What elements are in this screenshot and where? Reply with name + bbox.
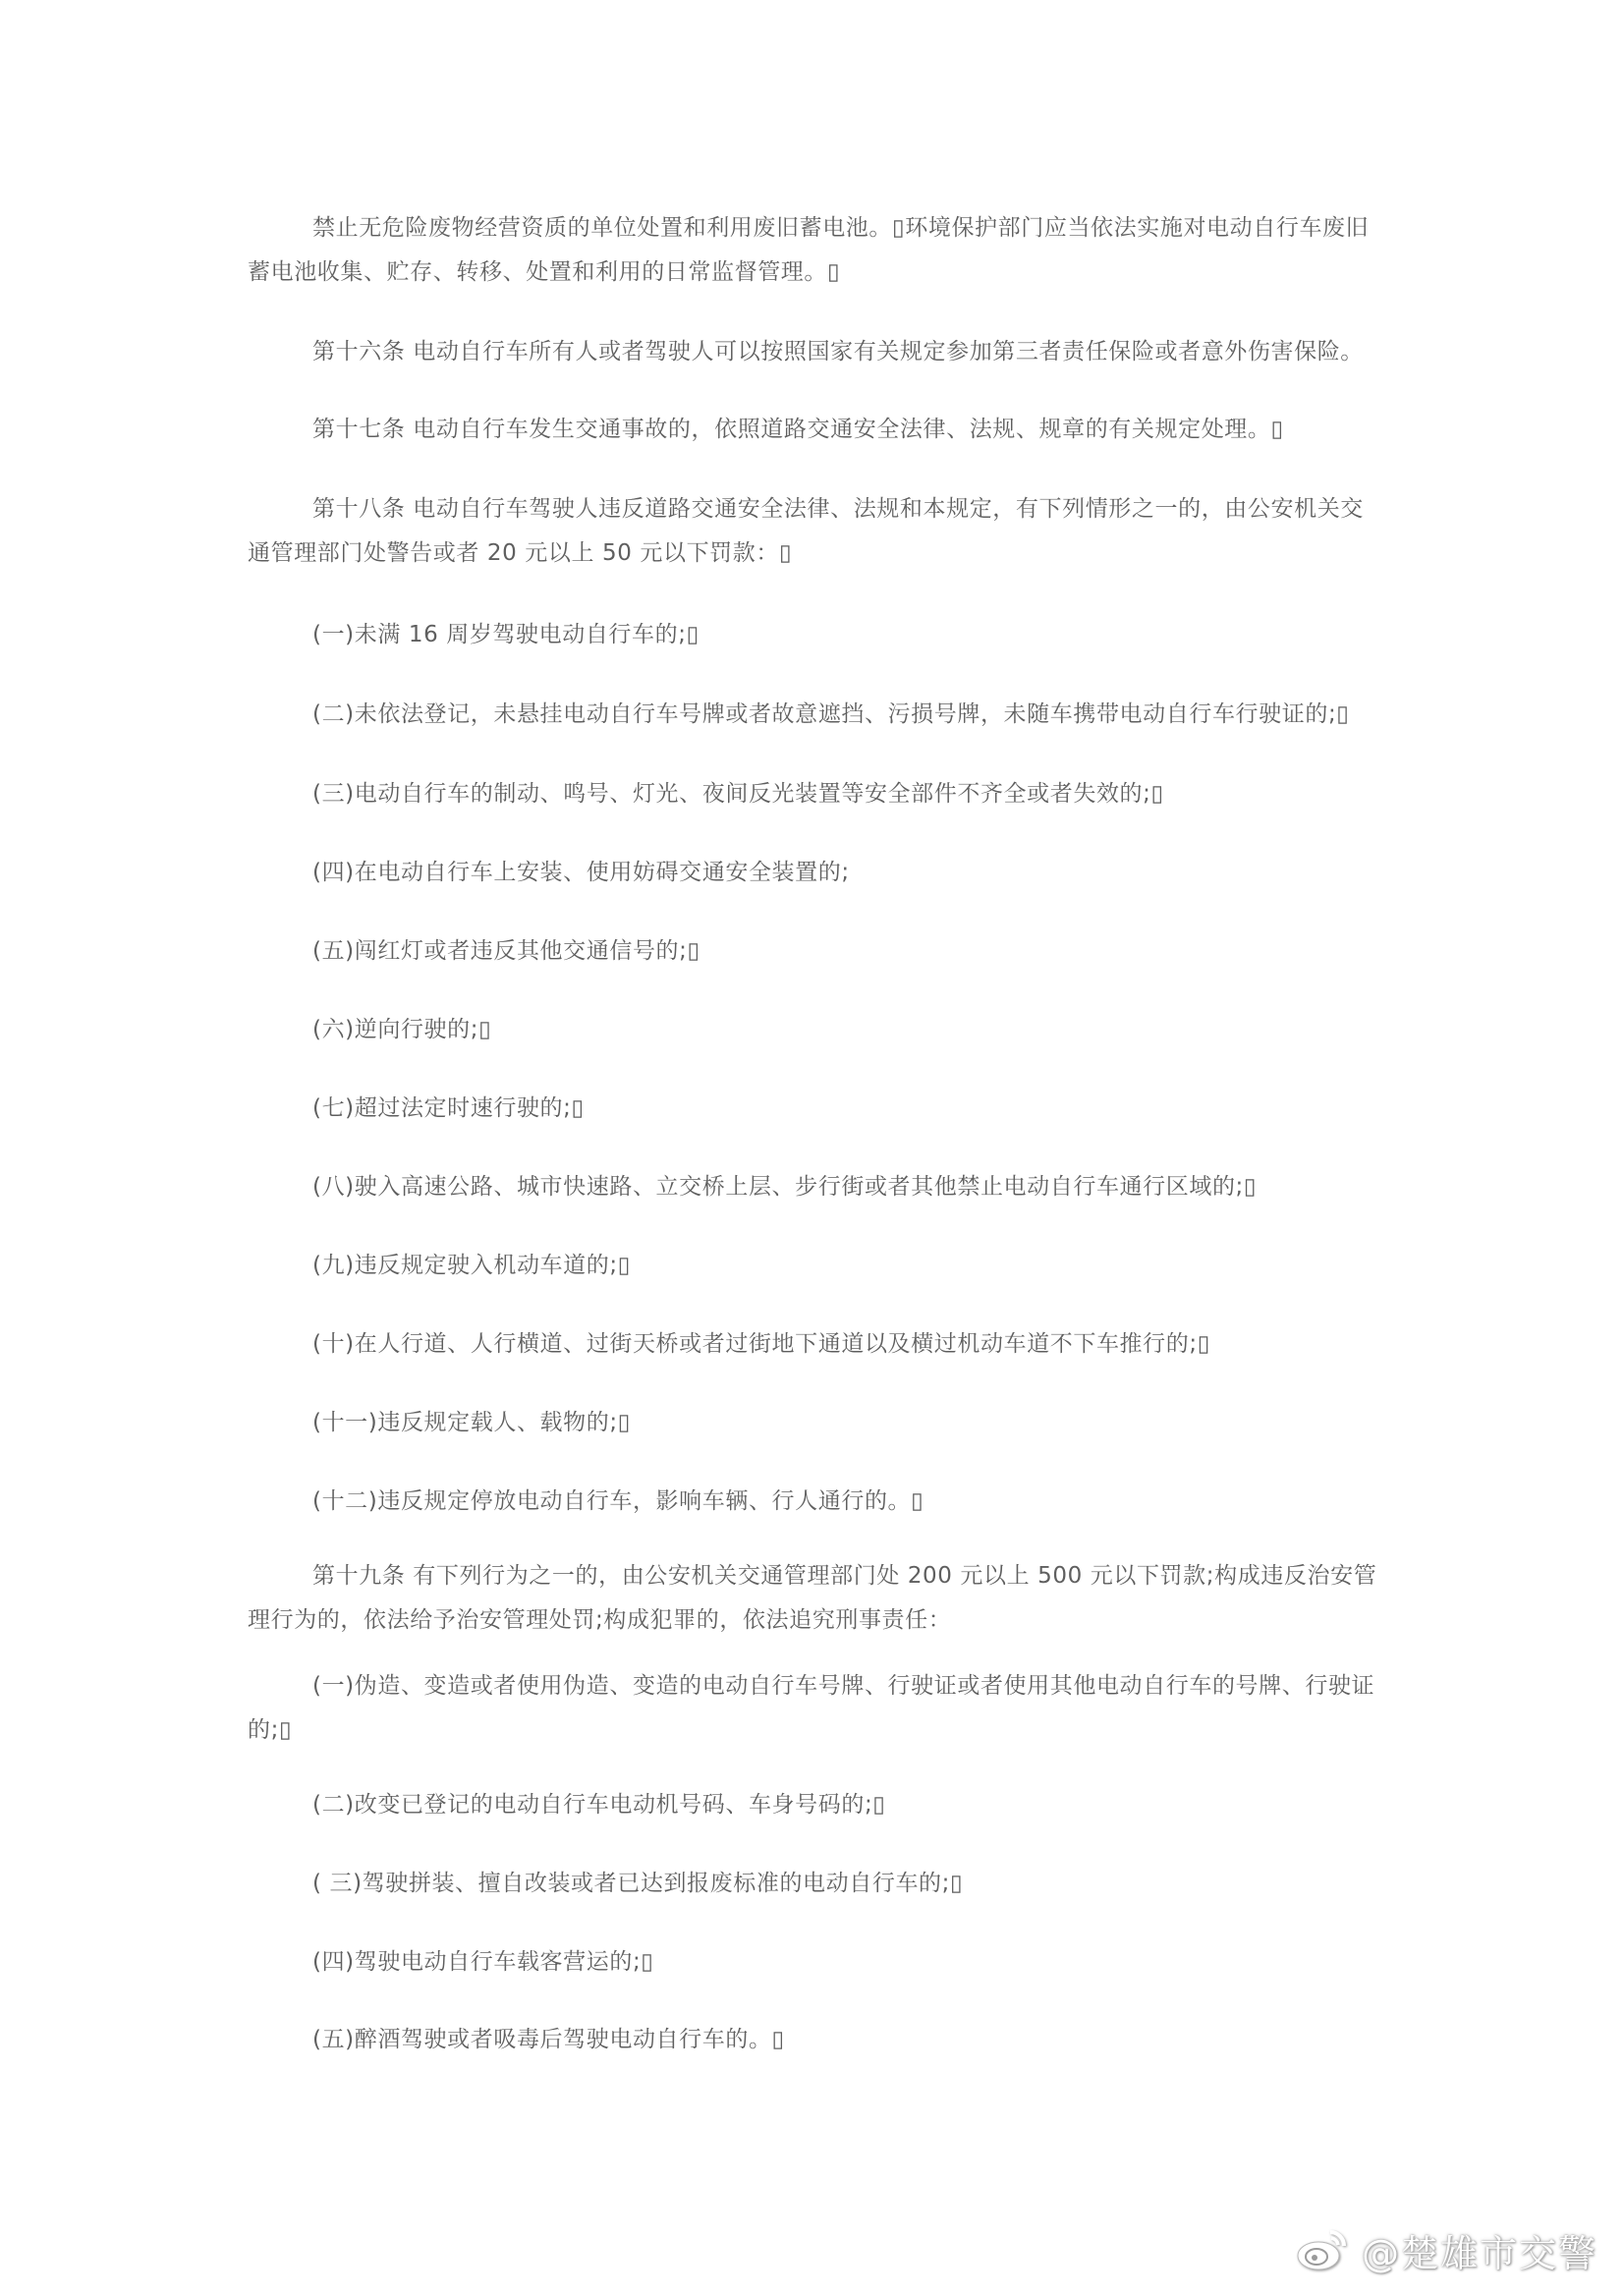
paragraph: [248, 330, 1377, 374]
paragraph: [248, 1087, 1377, 1131]
paragraph: [248, 693, 1377, 737]
paragraph-text: (七)超过法定时速行驶的;▯: [312, 1095, 585, 1121]
paragraph: [248, 1401, 1377, 1445]
paragraph: [248, 772, 1377, 816]
paragraph: [248, 408, 1377, 452]
paragraph: [248, 1554, 1377, 1643]
watermark: [1295, 2225, 1597, 2274]
paragraph: [248, 851, 1377, 895]
paragraph: [248, 929, 1377, 974]
paragraph-text: (八)驶入高速公路、城市快速路、立交桥上层、步行街或者其他禁止电动自行车通行区域的;▯: [312, 1174, 1258, 1200]
paragraph-text: ( 三)驾驶拼装、擅自改装或者已达到报废标准的电动自行车的;▯: [312, 1871, 964, 1896]
paragraph: [248, 1940, 1377, 1985]
watermark-text: @楚雄市交警: [1362, 2231, 1598, 2275]
paragraph-text: (十一)违反规定载人、载物的;▯: [312, 1410, 631, 1435]
paragraph: [248, 1664, 1377, 1753]
paragraph-text: 第十六条 电动自行车所有人或者驾驶人可以按照国家有关规定参加第三者责任保险或者意外伤害保险。: [312, 339, 1364, 364]
paragraph: [248, 1322, 1377, 1367]
paragraph-text: (五)闯红灯或者违反其他交通信号的;▯: [312, 938, 700, 964]
paragraph-text: 第十八条 电动自行车驾驶人违反道路交通安全法律、法规和本规定，有下列情形之一的，由公安机关交通管理部门处警告或者 20 元以上 50 元以下罚款：▯: [248, 496, 1364, 566]
paragraph-text: (六)逆向行驶的;▯: [312, 1017, 492, 1042]
paragraph: [248, 2018, 1377, 2062]
paragraph: [248, 1862, 1377, 1906]
paragraph-text: (五)醉酒驾驶或者吸毒后驾驶电动自行车的。▯: [312, 2027, 785, 2052]
paragraph: [248, 1008, 1377, 1052]
paragraph-text: (一)伪造、变造或者使用伪造、变造的电动自行车号牌、行驶证或者使用其他电动自行车的号牌、行驶证的;▯: [248, 1673, 1375, 1743]
paragraph-text: 第十九条 有下列行为之一的，由公安机关交通管理部门处 200 元以上 500 元以下罚款;构成违反治安管理行为的，依法给予治安管理处罚;构成犯罪的，依法追究刑事责任：: [248, 1563, 1377, 1633]
paragraph-text: 第十七条 电动自行车发生交通事故的，依照道路交通安全法律、法规、规章的有关规定处理。▯: [312, 417, 1284, 442]
paragraph: [248, 487, 1377, 576]
paragraph-text: (四)在电动自行车上安装、使用妨碍交通安全装置的;: [312, 860, 850, 885]
paragraph-text: 禁止无危险废物经营资质的单位处置和利用废旧蓄电池。▯环境保护部门应当依法实施对电动自行车废旧蓄电池收集、贮存、转移、处置和利用的日常监督管理。▯: [248, 215, 1370, 285]
paragraph-text: (四)驾驶电动自行车载客营运的;▯: [312, 1949, 654, 1975]
paragraph: [248, 1480, 1377, 1524]
paragraph: [248, 206, 1377, 295]
paragraph-text: (九)违反规定驶入机动车道的;▯: [312, 1253, 631, 1278]
paragraph-text: (二)改变已登记的电动自行车电动机号码、车身号码的;▯: [312, 1792, 886, 1818]
weibo-logo-icon: [1295, 2226, 1352, 2273]
paragraph: [248, 613, 1377, 657]
paragraph-text: (三)电动自行车的制动、鸣号、灯光、夜间反光装置等安全部件不齐全或者失效的;▯: [312, 781, 1164, 807]
paragraph-text: (一)未满 16 周岁驾驶电动自行车的;▯: [312, 622, 700, 647]
paragraph: [248, 1165, 1377, 1209]
paragraph: [248, 1244, 1377, 1288]
paragraph-text: (十)在人行道、人行横道、过街天桥或者过街地下通道以及横过机动车道不下车推行的;▯: [312, 1331, 1210, 1357]
paragraph-text: (二)未依法登记，未悬挂电动自行车号牌或者故意遮挡、污损号牌，未随车携带电动自行车行驶证的;▯: [312, 701, 1350, 727]
paragraph-text: (十二)违反规定停放电动自行车，影响车辆、行人通行的。▯: [312, 1488, 924, 1514]
paragraph: [248, 1783, 1377, 1827]
